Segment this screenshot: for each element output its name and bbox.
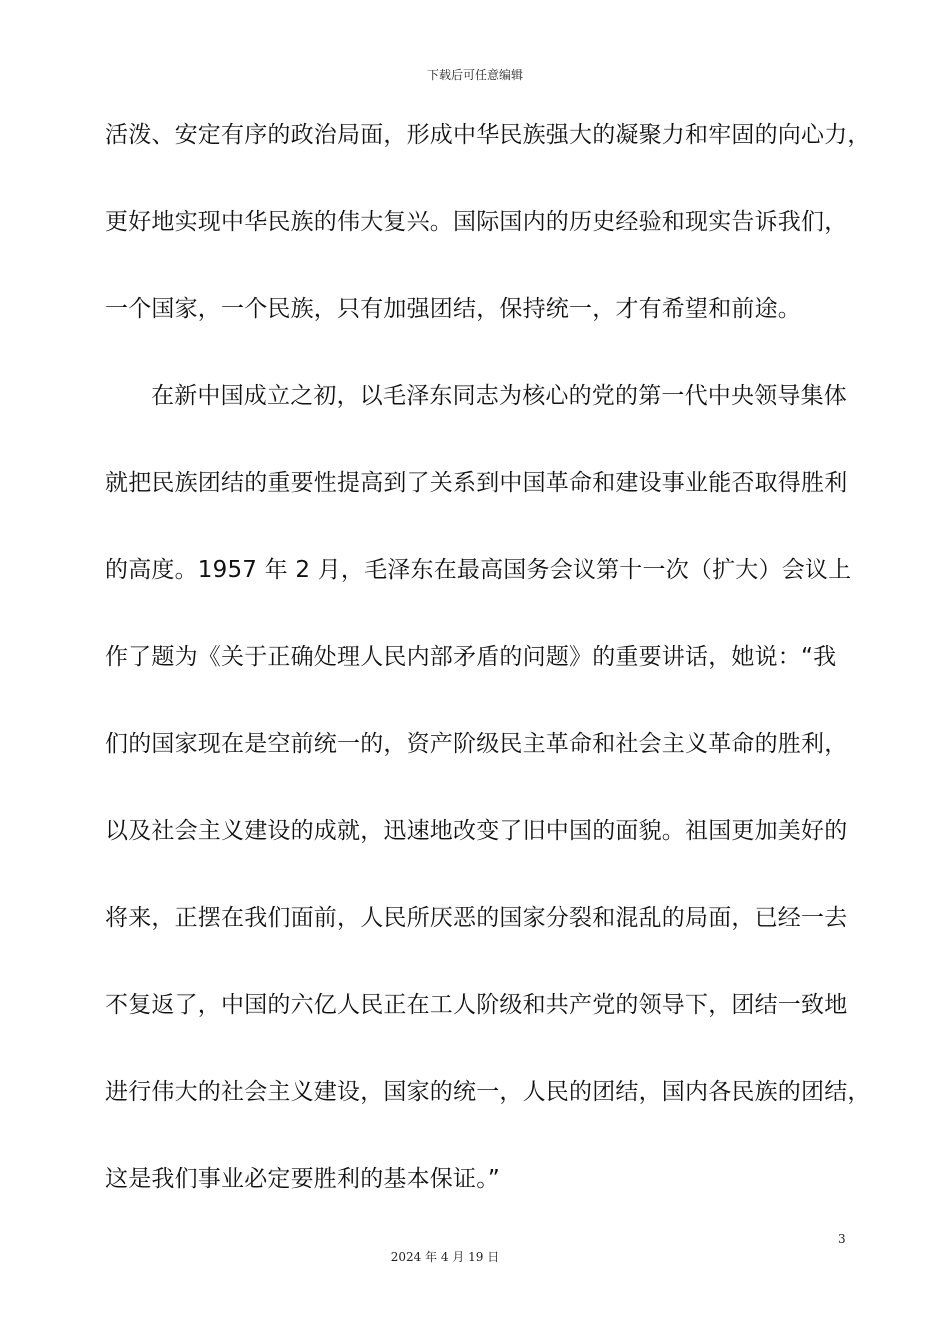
- body-line: 的高度。1957 年 2 月，毛泽东在最高国务会议第十一次（扩大）会议上: [105, 557, 852, 583]
- body-line: 作了题为《关于正确处理人民内部矛盾的问题》的重要讲话，她说：“我: [105, 644, 837, 670]
- paragraph-start-line: 在新中国成立之初，以毛泽东同志为核心的党的第一代中央领导集体: [151, 383, 847, 409]
- footer-date: 2024 年 4 月 19 日: [390, 1250, 500, 1264]
- document-body: [105, 114, 871, 1245]
- body-line: 以及社会主义建设的成就，迅速地改变了旧中国的面貌。祖国更加美好的: [105, 818, 848, 844]
- body-line: 更好地实现中华民族的伟大复兴。国际国内的历史经验和现实告诉我们，: [105, 209, 848, 235]
- body-line: 一个国家，一个民族，只有加强团结，保持统一，才有希望和前途。: [105, 296, 801, 322]
- body-line: 们的国家现在是空前统一的，资产阶级民主革命和社会主义革命的胜利，: [105, 731, 848, 757]
- body-line: 这是我们事业必定要胜利的基本保证。”: [105, 1166, 501, 1192]
- body-line: 不复返了，中国的六亿人民正在工人阶级和共产党的领导下，团结一致地: [105, 992, 848, 1018]
- header-note: 下载后可任意编辑: [426, 68, 523, 82]
- body-line: 进行伟大的社会主义建设，国家的统一，人民的团结，国内各民族的团结，: [105, 1079, 871, 1105]
- body-line: 活泼、安定有序的政治局面，形成中华民族强大的凝聚力和牢固的向心力，: [105, 122, 871, 148]
- body-line: 将来，正摆在我们面前，人民所厌恶的国家分裂和混乱的局面，已经一去: [105, 905, 848, 931]
- page-number: 3: [838, 1232, 846, 1246]
- body-line: 就把民族团结的重要性提高到了关系到中国革命和建设事业能否取得胜利: [105, 470, 848, 496]
